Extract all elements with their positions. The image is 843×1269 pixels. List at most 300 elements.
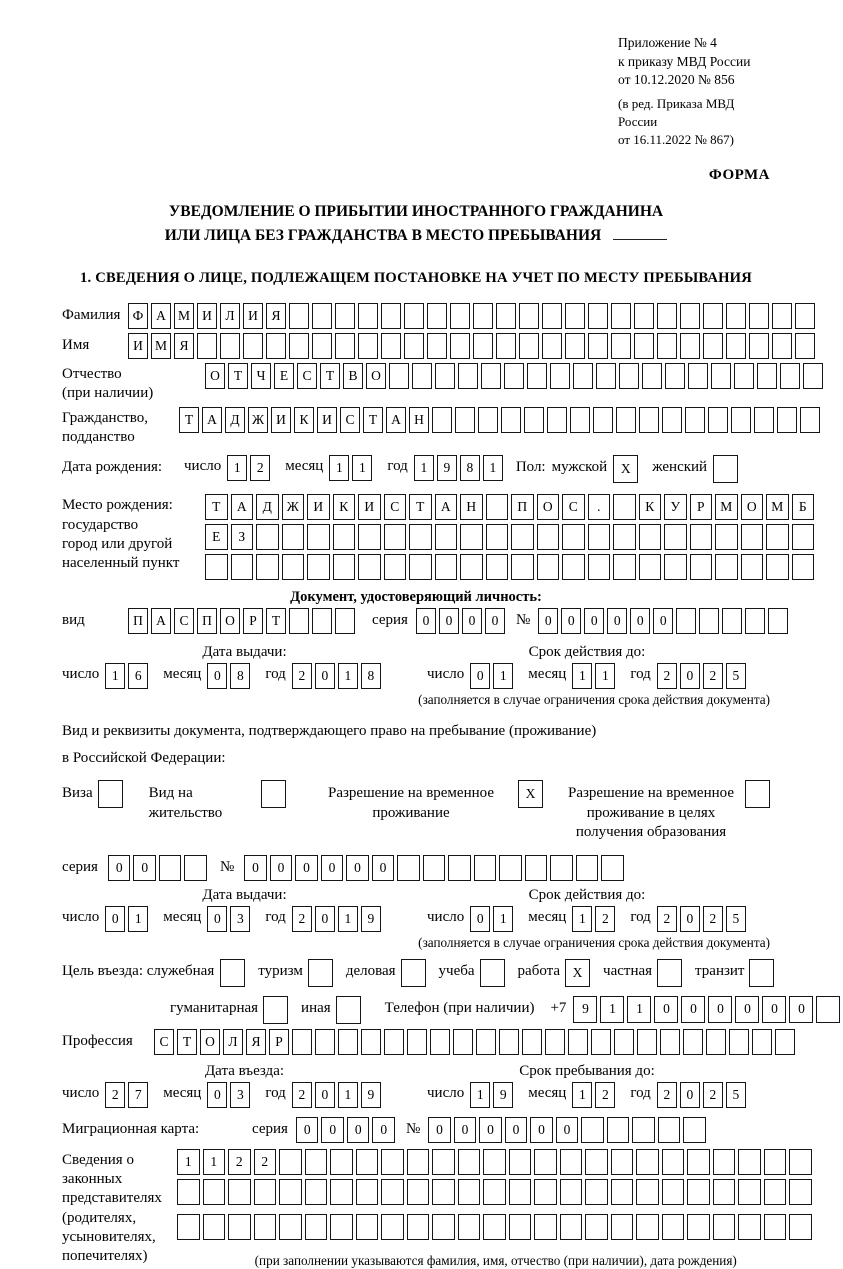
char-cell[interactable] — [795, 303, 815, 329]
char-cell[interactable] — [703, 303, 723, 329]
char-cell[interactable] — [474, 855, 497, 881]
char-cell[interactable] — [565, 303, 585, 329]
char-cell[interactable]: 0 — [270, 855, 293, 881]
char-cell[interactable] — [450, 303, 470, 329]
char-cell[interactable]: 2 — [703, 906, 723, 932]
char-cell[interactable] — [534, 1149, 557, 1175]
char-cell[interactable]: Я — [174, 333, 194, 359]
char-cell[interactable] — [305, 1214, 328, 1240]
char-cell[interactable] — [486, 524, 509, 550]
char-cell[interactable] — [596, 363, 616, 389]
char-cell[interactable] — [768, 608, 788, 634]
char-cell[interactable] — [754, 407, 774, 433]
checkbox-cell[interactable] — [261, 780, 286, 808]
char-cell[interactable]: 1 — [600, 996, 624, 1023]
char-cell[interactable]: С — [154, 1029, 174, 1055]
char-cell[interactable]: Е — [274, 363, 294, 389]
char-cell[interactable]: Р — [690, 494, 713, 520]
char-cell[interactable] — [435, 363, 455, 389]
char-cell[interactable] — [738, 1179, 761, 1205]
char-cell[interactable] — [715, 554, 738, 580]
char-cell[interactable] — [772, 333, 792, 359]
char-cell[interactable] — [496, 303, 516, 329]
char-cell[interactable]: И — [307, 494, 330, 520]
char-cell[interactable] — [614, 1029, 634, 1055]
char-cell[interactable]: 2 — [292, 906, 312, 932]
char-cell[interactable]: Т — [179, 407, 199, 433]
char-cell[interactable]: Д — [256, 494, 279, 520]
char-cell[interactable] — [361, 1029, 381, 1055]
char-cell[interactable] — [642, 363, 662, 389]
char-cell[interactable] — [282, 554, 305, 580]
char-cell[interactable] — [432, 407, 452, 433]
char-cell[interactable] — [699, 608, 719, 634]
char-cell[interactable] — [254, 1179, 277, 1205]
char-cell[interactable] — [562, 554, 585, 580]
char-cell[interactable] — [593, 407, 613, 433]
char-cell[interactable]: Л — [220, 303, 240, 329]
char-cell[interactable] — [381, 333, 401, 359]
char-cell[interactable] — [358, 303, 378, 329]
char-cell[interactable] — [688, 363, 708, 389]
char-cell[interactable] — [588, 303, 608, 329]
char-cell[interactable] — [619, 363, 639, 389]
char-cell[interactable]: Т — [177, 1029, 197, 1055]
char-cell[interactable]: О — [205, 363, 225, 389]
char-cell[interactable]: 3 — [230, 906, 250, 932]
char-cell[interactable]: 0 — [479, 1117, 502, 1143]
char-cell[interactable]: С — [174, 608, 194, 634]
char-cell[interactable]: Ж — [282, 494, 305, 520]
char-cell[interactable]: Р — [243, 608, 263, 634]
char-cell[interactable] — [639, 407, 659, 433]
char-cell[interactable] — [749, 303, 769, 329]
char-cell[interactable]: С — [384, 494, 407, 520]
char-cell[interactable]: Т — [266, 608, 286, 634]
char-cell[interactable] — [423, 855, 446, 881]
char-cell[interactable] — [680, 333, 700, 359]
char-cell[interactable]: 0 — [654, 996, 678, 1023]
char-cell[interactable] — [683, 1029, 703, 1055]
char-cell[interactable] — [772, 303, 792, 329]
char-cell[interactable] — [634, 333, 654, 359]
char-cell[interactable] — [676, 608, 696, 634]
char-cell[interactable]: 0 — [538, 608, 558, 634]
char-cell[interactable] — [228, 1179, 251, 1205]
char-cell[interactable]: 0 — [321, 855, 344, 881]
char-cell[interactable] — [664, 554, 687, 580]
char-cell[interactable] — [432, 1149, 455, 1175]
char-cell[interactable]: 5 — [726, 663, 746, 689]
char-cell[interactable] — [358, 524, 381, 550]
checkbox-cell[interactable] — [713, 455, 738, 483]
char-cell[interactable]: 0 — [485, 608, 505, 634]
char-cell[interactable] — [458, 1179, 481, 1205]
char-cell[interactable] — [335, 303, 355, 329]
char-cell[interactable] — [381, 303, 401, 329]
char-cell[interactable] — [757, 363, 777, 389]
char-cell[interactable]: 0 — [207, 906, 227, 932]
char-cell[interactable] — [231, 554, 254, 580]
char-cell[interactable]: 8 — [230, 663, 250, 689]
char-cell[interactable] — [713, 1179, 736, 1205]
char-cell[interactable]: 0 — [680, 906, 700, 932]
char-cell[interactable] — [568, 1029, 588, 1055]
char-cell[interactable]: А — [202, 407, 222, 433]
char-cell[interactable] — [333, 524, 356, 550]
char-cell[interactable] — [703, 333, 723, 359]
char-cell[interactable] — [660, 1029, 680, 1055]
char-cell[interactable]: 2 — [105, 1082, 125, 1108]
char-cell[interactable]: 8 — [460, 455, 480, 481]
char-cell[interactable]: О — [200, 1029, 220, 1055]
char-cell[interactable]: 0 — [530, 1117, 553, 1143]
char-cell[interactable] — [427, 333, 447, 359]
char-cell[interactable] — [292, 1029, 312, 1055]
char-cell[interactable] — [335, 333, 355, 359]
char-cell[interactable] — [658, 1117, 681, 1143]
char-cell[interactable] — [476, 1029, 496, 1055]
checkbox-cell[interactable] — [263, 996, 288, 1024]
char-cell[interactable] — [775, 1029, 795, 1055]
char-cell[interactable] — [458, 363, 478, 389]
char-cell[interactable] — [766, 554, 789, 580]
char-cell[interactable] — [509, 1179, 532, 1205]
char-cell[interactable]: 0 — [708, 996, 732, 1023]
char-cell[interactable]: И — [197, 303, 217, 329]
char-cell[interactable] — [478, 407, 498, 433]
char-cell[interactable] — [458, 1149, 481, 1175]
char-cell[interactable] — [639, 554, 662, 580]
char-cell[interactable] — [504, 363, 524, 389]
char-cell[interactable] — [752, 1029, 772, 1055]
char-cell[interactable] — [483, 1149, 506, 1175]
char-cell[interactable] — [243, 333, 263, 359]
char-cell[interactable]: Е — [205, 524, 228, 550]
char-cell[interactable]: 2 — [254, 1149, 277, 1175]
char-cell[interactable] — [588, 554, 611, 580]
char-cell[interactable]: 0 — [315, 663, 335, 689]
char-cell[interactable] — [792, 554, 815, 580]
char-cell[interactable]: Т — [409, 494, 432, 520]
char-cell[interactable]: 1 — [177, 1149, 200, 1175]
char-cell[interactable] — [256, 524, 279, 550]
char-cell[interactable] — [777, 407, 797, 433]
char-cell[interactable]: . — [588, 494, 611, 520]
char-cell[interactable]: О — [220, 608, 240, 634]
char-cell[interactable]: 0 — [439, 608, 459, 634]
char-cell[interactable] — [409, 524, 432, 550]
char-cell[interactable] — [545, 1029, 565, 1055]
char-cell[interactable]: 0 — [505, 1117, 528, 1143]
char-cell[interactable] — [509, 1214, 532, 1240]
char-cell[interactable] — [816, 996, 840, 1023]
char-cell[interactable]: 1 — [595, 663, 615, 689]
char-cell[interactable]: 1 — [227, 455, 247, 481]
char-cell[interactable]: 3 — [230, 1082, 250, 1108]
char-cell[interactable] — [511, 554, 534, 580]
char-cell[interactable] — [766, 524, 789, 550]
char-cell[interactable]: 2 — [657, 906, 677, 932]
char-cell[interactable] — [455, 407, 475, 433]
char-cell[interactable]: 1 — [470, 1082, 490, 1108]
char-cell[interactable]: 0 — [315, 906, 335, 932]
char-cell[interactable] — [657, 333, 677, 359]
char-cell[interactable] — [289, 303, 309, 329]
char-cell[interactable]: 0 — [372, 855, 395, 881]
char-cell[interactable]: Т — [320, 363, 340, 389]
char-cell[interactable] — [404, 303, 424, 329]
char-cell[interactable]: 0 — [462, 608, 482, 634]
char-cell[interactable]: В — [343, 363, 363, 389]
char-cell[interactable] — [307, 524, 330, 550]
char-cell[interactable]: 2 — [595, 906, 615, 932]
char-cell[interactable] — [611, 333, 631, 359]
char-cell[interactable]: 1 — [414, 455, 434, 481]
char-cell[interactable]: П — [128, 608, 148, 634]
char-cell[interactable] — [460, 524, 483, 550]
char-cell[interactable] — [473, 333, 493, 359]
char-cell[interactable] — [177, 1179, 200, 1205]
char-cell[interactable]: Ж — [248, 407, 268, 433]
char-cell[interactable] — [611, 1214, 634, 1240]
char-cell[interactable] — [542, 333, 562, 359]
char-cell[interactable] — [432, 1214, 455, 1240]
char-cell[interactable]: И — [271, 407, 291, 433]
char-cell[interactable] — [307, 554, 330, 580]
char-cell[interactable] — [305, 1149, 328, 1175]
char-cell[interactable]: 2 — [657, 663, 677, 689]
char-cell[interactable] — [289, 333, 309, 359]
char-cell[interactable]: 8 — [361, 663, 381, 689]
char-cell[interactable] — [662, 407, 682, 433]
char-cell[interactable]: 9 — [493, 1082, 513, 1108]
char-cell[interactable] — [509, 1149, 532, 1175]
char-cell[interactable]: И — [128, 333, 148, 359]
char-cell[interactable]: А — [151, 303, 171, 329]
char-cell[interactable] — [483, 1179, 506, 1205]
char-cell[interactable]: 0 — [372, 1117, 395, 1143]
char-cell[interactable]: 0 — [470, 906, 490, 932]
char-cell[interactable] — [611, 1149, 634, 1175]
char-cell[interactable]: 9 — [361, 906, 381, 932]
char-cell[interactable] — [177, 1214, 200, 1240]
char-cell[interactable]: 2 — [703, 663, 723, 689]
char-cell[interactable] — [687, 1214, 710, 1240]
char-cell[interactable] — [715, 524, 738, 550]
char-cell[interactable] — [519, 303, 539, 329]
char-cell[interactable]: 0 — [321, 1117, 344, 1143]
char-cell[interactable]: А — [231, 494, 254, 520]
char-cell[interactable] — [738, 1214, 761, 1240]
char-cell[interactable] — [795, 333, 815, 359]
char-cell[interactable]: А — [151, 608, 171, 634]
checkbox-cell[interactable] — [745, 780, 770, 808]
checkbox-cell[interactable] — [336, 996, 361, 1024]
char-cell[interactable] — [389, 363, 409, 389]
char-cell[interactable] — [565, 333, 585, 359]
char-cell[interactable]: 2 — [657, 1082, 677, 1108]
char-cell[interactable]: 0 — [735, 996, 759, 1023]
char-cell[interactable]: 1 — [493, 906, 513, 932]
char-cell[interactable] — [358, 333, 378, 359]
char-cell[interactable]: Н — [409, 407, 429, 433]
char-cell[interactable] — [228, 1214, 251, 1240]
char-cell[interactable] — [432, 1179, 455, 1205]
char-cell[interactable]: 0 — [295, 855, 318, 881]
char-cell[interactable] — [634, 303, 654, 329]
char-cell[interactable] — [458, 1214, 481, 1240]
char-cell[interactable] — [384, 524, 407, 550]
char-cell[interactable]: 6 — [128, 663, 148, 689]
char-cell[interactable] — [315, 1029, 335, 1055]
char-cell[interactable] — [435, 524, 458, 550]
char-cell[interactable] — [722, 608, 742, 634]
char-cell[interactable]: 0 — [428, 1117, 451, 1143]
char-cell[interactable] — [665, 363, 685, 389]
char-cell[interactable]: 0 — [133, 855, 156, 881]
checkbox-cell[interactable] — [98, 780, 123, 808]
char-cell[interactable] — [397, 855, 420, 881]
char-cell[interactable]: 0 — [607, 608, 627, 634]
char-cell[interactable]: М — [715, 494, 738, 520]
char-cell[interactable]: Н — [460, 494, 483, 520]
char-cell[interactable]: К — [333, 494, 356, 520]
char-cell[interactable]: Т — [363, 407, 383, 433]
char-cell[interactable] — [184, 855, 207, 881]
char-cell[interactable] — [685, 407, 705, 433]
char-cell[interactable] — [547, 407, 567, 433]
char-cell[interactable]: 1 — [572, 906, 592, 932]
char-cell[interactable]: Д — [225, 407, 245, 433]
char-cell[interactable] — [803, 363, 823, 389]
checkbox-cell[interactable] — [308, 959, 333, 987]
char-cell[interactable] — [330, 1149, 353, 1175]
char-cell[interactable] — [687, 1149, 710, 1175]
char-cell[interactable] — [713, 1214, 736, 1240]
char-cell[interactable] — [560, 1179, 583, 1205]
char-cell[interactable] — [496, 333, 516, 359]
char-cell[interactable] — [537, 554, 560, 580]
char-cell[interactable] — [764, 1214, 787, 1240]
char-cell[interactable] — [789, 1179, 812, 1205]
char-cell[interactable]: 0 — [454, 1117, 477, 1143]
char-cell[interactable]: 5 — [726, 906, 746, 932]
char-cell[interactable] — [159, 855, 182, 881]
char-cell[interactable] — [639, 524, 662, 550]
char-cell[interactable]: 0 — [653, 608, 673, 634]
char-cell[interactable] — [690, 554, 713, 580]
char-cell[interactable] — [356, 1214, 379, 1240]
checkbox-cell[interactable] — [480, 959, 505, 987]
char-cell[interactable] — [220, 333, 240, 359]
char-cell[interactable] — [611, 1179, 634, 1205]
char-cell[interactable] — [407, 1214, 430, 1240]
char-cell[interactable]: 0 — [105, 906, 125, 932]
char-cell[interactable]: 9 — [361, 1082, 381, 1108]
char-cell[interactable] — [636, 1149, 659, 1175]
char-cell[interactable] — [711, 363, 731, 389]
char-cell[interactable]: 0 — [789, 996, 813, 1023]
char-cell[interactable]: З — [231, 524, 254, 550]
char-cell[interactable]: М — [766, 494, 789, 520]
char-cell[interactable]: 0 — [556, 1117, 579, 1143]
char-cell[interactable] — [460, 554, 483, 580]
char-cell[interactable] — [407, 1149, 430, 1175]
char-cell[interactable]: 1 — [572, 1082, 592, 1108]
char-cell[interactable]: 0 — [762, 996, 786, 1023]
char-cell[interactable] — [792, 524, 815, 550]
checkbox-cell[interactable] — [657, 959, 682, 987]
char-cell[interactable]: 9 — [573, 996, 597, 1023]
char-cell[interactable]: 0 — [207, 1082, 227, 1108]
char-cell[interactable]: Я — [266, 303, 286, 329]
char-cell[interactable] — [741, 554, 764, 580]
char-cell[interactable]: 2 — [703, 1082, 723, 1108]
char-cell[interactable]: 0 — [315, 1082, 335, 1108]
char-cell[interactable]: П — [197, 608, 217, 634]
char-cell[interactable] — [279, 1149, 302, 1175]
char-cell[interactable] — [384, 554, 407, 580]
char-cell[interactable] — [738, 1149, 761, 1175]
char-cell[interactable] — [570, 407, 590, 433]
checkbox-cell[interactable] — [401, 959, 426, 987]
char-cell[interactable] — [588, 524, 611, 550]
char-cell[interactable] — [662, 1179, 685, 1205]
char-cell[interactable] — [550, 363, 570, 389]
char-cell[interactable]: 0 — [680, 1082, 700, 1108]
char-cell[interactable]: О — [366, 363, 386, 389]
char-cell[interactable] — [537, 524, 560, 550]
char-cell[interactable] — [789, 1149, 812, 1175]
char-cell[interactable]: 5 — [726, 1082, 746, 1108]
char-cell[interactable]: С — [562, 494, 585, 520]
char-cell[interactable]: 2 — [595, 1082, 615, 1108]
char-cell[interactable] — [632, 1117, 655, 1143]
char-cell[interactable]: 1 — [352, 455, 372, 481]
char-cell[interactable]: 1 — [203, 1149, 226, 1175]
char-cell[interactable] — [197, 333, 217, 359]
char-cell[interactable]: 7 — [128, 1082, 148, 1108]
char-cell[interactable] — [384, 1029, 404, 1055]
char-cell[interactable] — [435, 554, 458, 580]
char-cell[interactable]: К — [294, 407, 314, 433]
char-cell[interactable] — [427, 303, 447, 329]
char-cell[interactable] — [636, 1214, 659, 1240]
char-cell[interactable] — [591, 1029, 611, 1055]
char-cell[interactable]: 0 — [680, 663, 700, 689]
char-cell[interactable] — [519, 333, 539, 359]
char-cell[interactable] — [430, 1029, 450, 1055]
char-cell[interactable] — [412, 363, 432, 389]
char-cell[interactable]: 0 — [470, 663, 490, 689]
char-cell[interactable] — [560, 1214, 583, 1240]
char-cell[interactable] — [800, 407, 820, 433]
char-cell[interactable] — [312, 608, 332, 634]
char-cell[interactable] — [662, 1149, 685, 1175]
char-cell[interactable]: 1 — [338, 906, 358, 932]
char-cell[interactable] — [335, 608, 355, 634]
char-cell[interactable] — [338, 1029, 358, 1055]
char-cell[interactable] — [524, 407, 544, 433]
char-cell[interactable]: 1 — [105, 663, 125, 689]
char-cell[interactable] — [448, 855, 471, 881]
char-cell[interactable]: Я — [246, 1029, 266, 1055]
char-cell[interactable] — [534, 1179, 557, 1205]
char-cell[interactable] — [205, 554, 228, 580]
char-cell[interactable] — [266, 333, 286, 359]
char-cell[interactable] — [407, 1179, 430, 1205]
